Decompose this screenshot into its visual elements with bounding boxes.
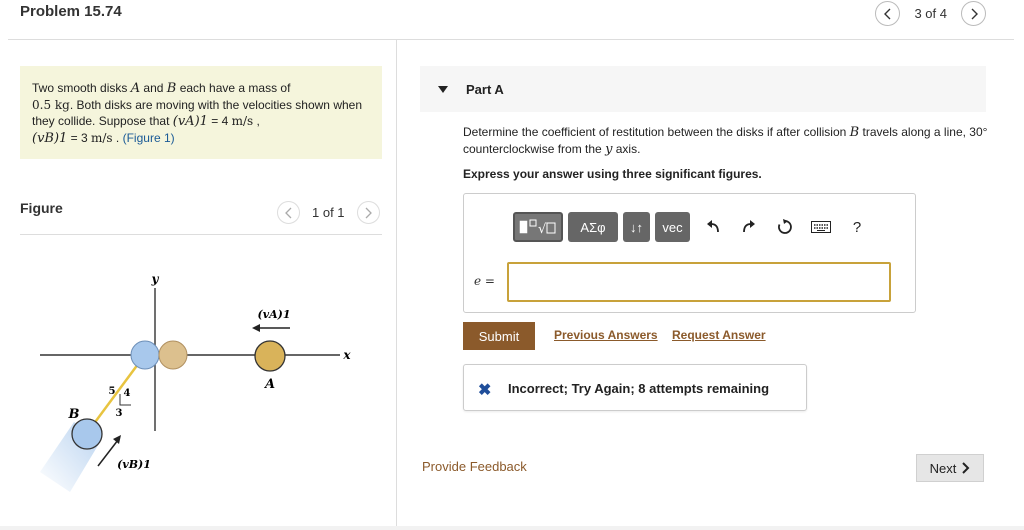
feedback-box: [463, 364, 807, 411]
disk-b-label: B: [68, 407, 80, 422]
part-a-header[interactable]: [420, 66, 986, 112]
answer-label: e =: [474, 274, 495, 288]
disk-a: [255, 341, 285, 371]
math-vB: (vB)1: [32, 131, 68, 146]
slope-label-5: 5: [108, 386, 116, 397]
greek-symbols-button[interactable]: ΑΣφ: [568, 212, 618, 242]
part-a-title: Part A: [466, 82, 504, 97]
math-toolbar: [513, 212, 875, 242]
y-axis-label: y: [151, 272, 159, 286]
column-divider: [396, 40, 397, 530]
next-button[interactable]: [916, 454, 984, 482]
disk-a-label: A: [264, 377, 276, 392]
reset-button[interactable]: [767, 212, 803, 242]
header-divider: [8, 39, 1014, 40]
unit-velocity-b: m/s: [91, 131, 113, 145]
slope-label-3: 3: [115, 408, 123, 419]
provide-feedback-link[interactable]: Provide Feedback: [422, 459, 527, 474]
problem-pager: [875, 1, 986, 26]
figure-label: Figure: [20, 200, 63, 216]
next-button-label: Next: [929, 460, 957, 476]
answer-input[interactable]: [507, 262, 891, 302]
collision-figure: [20, 236, 382, 496]
chevron-right-icon: [969, 8, 979, 20]
previous-answers-link[interactable]: Previous Answers: [554, 328, 658, 342]
chevron-right-icon: [960, 462, 970, 474]
keyboard-icon: [811, 221, 831, 233]
x-axis-label: x: [343, 348, 351, 362]
figure-pager-text: 1 of 1: [312, 205, 345, 220]
problem-statement: Two smooth disks A and B each have a mass of 0.5 kg. Both disks are moving with the velocities shown when they collide. Suppose that (vA)1 = 4 m/s , (vB)1 = 3 m/s . (Figure 1): [20, 66, 382, 159]
subscript-superscript-button[interactable]: ↓↑: [623, 212, 650, 242]
chevron-left-icon: [883, 8, 893, 20]
velocity-a-arrowhead: [252, 324, 260, 332]
figure-pager: [277, 201, 380, 224]
math-vA: (vA)1: [172, 114, 208, 129]
velocity-b-label: (vB)1: [117, 458, 151, 471]
keyboard-button[interactable]: [803, 212, 839, 242]
disk-b: [72, 419, 102, 449]
figure-divider: [20, 234, 382, 235]
undo-button[interactable]: [695, 212, 731, 242]
next-problem-button[interactable]: [961, 1, 986, 26]
next-figure-button[interactable]: [357, 201, 380, 224]
answer-area: [463, 193, 916, 313]
bottom-shade: [0, 526, 1024, 530]
reset-icon: [777, 219, 793, 235]
unit-velocity-a: m/s: [231, 114, 254, 128]
disk-b-contact: [131, 341, 159, 369]
mass-value: 0.5 kg: [32, 98, 70, 112]
problem-title: Problem 15.74: [20, 3, 122, 20]
templates-button[interactable]: [513, 212, 563, 242]
request-answer-link[interactable]: Request Answer: [672, 328, 766, 342]
figure-link[interactable]: (Figure 1): [122, 131, 175, 145]
math-y-question: y: [605, 142, 613, 157]
velocity-a-label: (vA)1: [257, 308, 291, 321]
velocity-b-arrowhead: [113, 435, 121, 444]
svg-text:√: √: [538, 222, 547, 237]
velocity-b-arrow: [98, 440, 118, 466]
disk-a-contact: [159, 341, 187, 369]
math-B: B: [166, 81, 177, 96]
slope-label-4: 4: [123, 388, 131, 399]
incorrect-x-icon: ✖: [478, 382, 492, 399]
answer-instruction: Express your answer using three significant figures.: [463, 167, 762, 181]
problem-pager-text: 3 of 4: [914, 6, 947, 21]
prev-problem-button[interactable]: [875, 1, 900, 26]
feedback-text: Incorrect; Try Again; 8 attempts remaining: [508, 381, 770, 396]
math-B-question: B: [849, 125, 860, 140]
math-A: A: [130, 81, 141, 96]
help-button[interactable]: ?: [852, 218, 862, 236]
undo-icon: [706, 220, 720, 234]
chevron-right-icon: [363, 207, 373, 219]
caret-down-icon: [438, 86, 448, 93]
vector-button[interactable]: vec: [655, 212, 690, 242]
question-text: Determine the coefficient of restitution between the disks if after collision B travels along a line, 30° counterclockwise from the y axis.: [463, 125, 988, 157]
redo-button[interactable]: [731, 212, 767, 242]
chevron-left-icon: [284, 207, 294, 219]
prev-figure-button[interactable]: [277, 201, 300, 224]
submit-button[interactable]: Submit: [463, 322, 535, 350]
templates-icon: [518, 217, 558, 237]
redo-icon: [742, 220, 756, 234]
